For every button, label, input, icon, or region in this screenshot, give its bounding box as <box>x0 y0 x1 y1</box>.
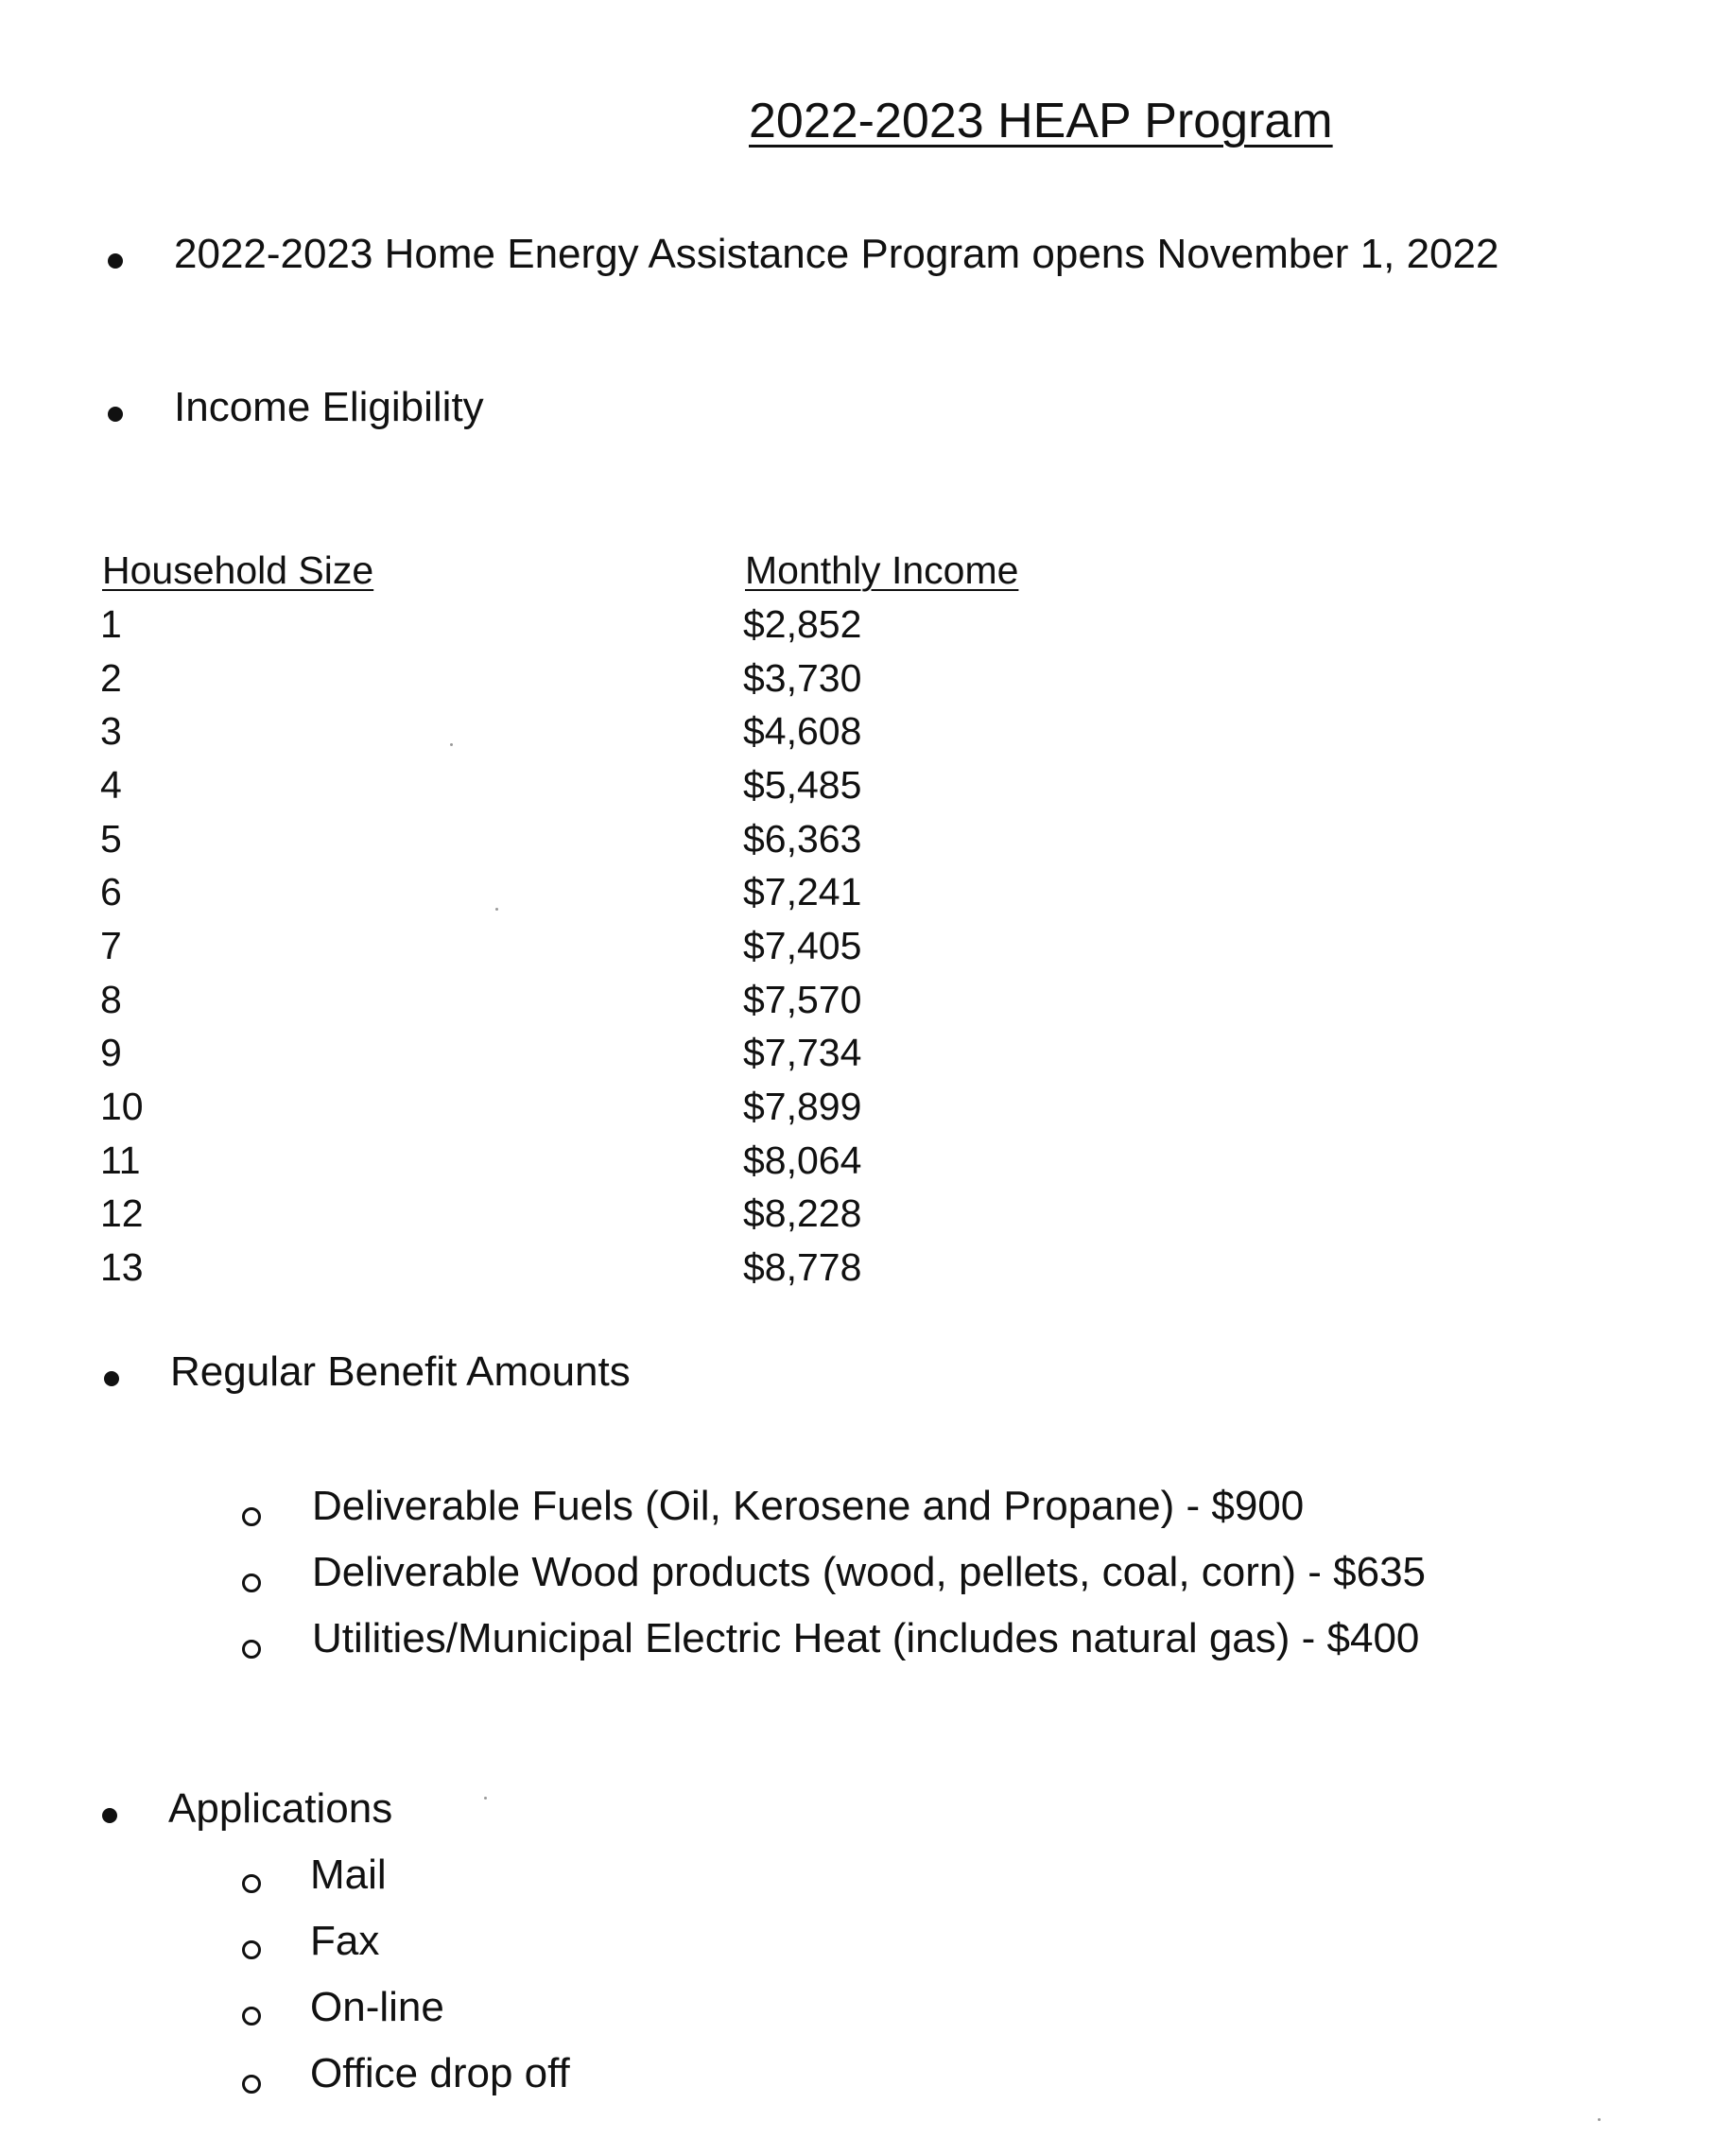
scan-speck <box>1598 2118 1601 2121</box>
application-method: Mail <box>310 1852 387 1898</box>
bullet-icon <box>108 253 123 269</box>
household-size-cell: 3 <box>100 709 122 753</box>
household-size-cell: 2 <box>100 656 122 700</box>
sub-bullet-icon <box>242 1507 261 1526</box>
household-size-cell: 8 <box>100 978 122 1021</box>
sub-bullet-icon <box>242 1574 261 1592</box>
monthly-income-cell: $7,734 <box>743 1031 862 1074</box>
sub-bullet-icon <box>242 1940 261 1959</box>
bullet-icon <box>102 1808 117 1823</box>
income-eligibility-heading: Income Eligibility <box>174 384 484 430</box>
monthly-income-cell: $7,899 <box>743 1085 862 1128</box>
household-size-cell: 7 <box>100 924 122 967</box>
page-title: 2022-2023 HEAP Program <box>749 94 1333 148</box>
monthly-income-cell: $7,570 <box>743 978 862 1021</box>
monthly-income-cell: $8,228 <box>743 1191 862 1235</box>
bullet-icon <box>108 407 123 422</box>
benefit-item: Deliverable Wood products (wood, pellets, coal, corn) - $635 <box>312 1549 1427 1595</box>
monthly-income-cell: $7,405 <box>743 924 862 967</box>
benefit-item: Deliverable Fuels (Oil, Kerosene and Propane) - $900 <box>312 1483 1305 1529</box>
household-size-cell: 1 <box>100 602 122 646</box>
household-size-cell: 4 <box>100 763 122 807</box>
application-method: On-line <box>310 1984 444 2030</box>
sub-bullet-icon <box>242 1874 261 1893</box>
opens-bullet-text: 2022-2023 Home Energy Assistance Program opens November 1, 2022 <box>174 231 1499 277</box>
household-size-cell: 5 <box>100 817 122 861</box>
monthly-income-cell: $6,363 <box>743 817 862 861</box>
household-size-cell: 13 <box>100 1245 144 1289</box>
household-size-header: Household Size <box>102 548 374 592</box>
household-size-cell: 11 <box>100 1139 141 1182</box>
household-size-cell: 12 <box>100 1191 144 1235</box>
monthly-income-cell: $4,608 <box>743 709 862 753</box>
monthly-income-cell: $3,730 <box>743 656 862 700</box>
bullet-icon <box>104 1371 119 1386</box>
household-size-cell: 9 <box>100 1031 122 1074</box>
monthly-income-header: Monthly Income <box>745 548 1019 592</box>
monthly-income-cell: $7,241 <box>743 870 862 913</box>
sub-bullet-icon <box>242 1640 261 1659</box>
benefit-amounts-heading: Regular Benefit Amounts <box>170 1348 631 1395</box>
monthly-income-cell: $2,852 <box>743 602 862 646</box>
application-method: Office drop off <box>310 2050 570 2096</box>
scan-speck <box>484 1797 487 1800</box>
monthly-income-cell: $5,485 <box>743 763 862 807</box>
monthly-income-cell: $8,064 <box>743 1139 862 1182</box>
household-size-cell: 6 <box>100 870 122 913</box>
applications-heading: Applications <box>168 1785 393 1832</box>
monthly-income-cell: $8,778 <box>743 1245 862 1289</box>
scan-speck <box>450 743 453 746</box>
scan-speck <box>495 908 498 911</box>
application-method: Fax <box>310 1918 380 1964</box>
sub-bullet-icon <box>242 2007 261 2026</box>
benefit-item: Utilities/Municipal Electric Heat (includes natural gas) - $400 <box>312 1615 1420 1661</box>
household-size-cell: 10 <box>100 1085 144 1128</box>
sub-bullet-icon <box>242 2075 261 2094</box>
